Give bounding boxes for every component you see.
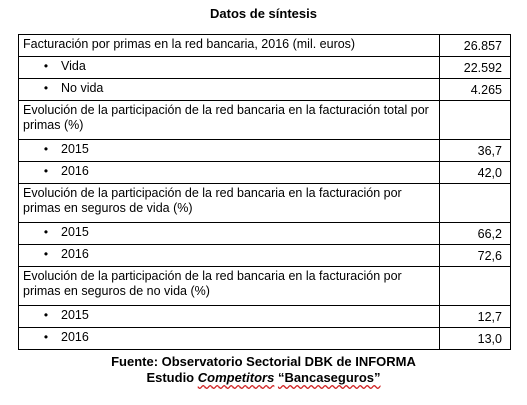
row-label-cell (19, 162, 440, 184)
row-label: Evolución de la participación de la red bancaria en la facturación total por primas (%) (19, 101, 440, 140)
table-row (19, 162, 511, 184)
row-label: 2016 (61, 330, 89, 344)
row-label-cell (19, 57, 440, 79)
row-label: Facturación por primas en la red bancaria, 2016 (mil. euros) (19, 35, 440, 57)
row-value (440, 267, 511, 306)
table-row (19, 328, 511, 350)
row-value (440, 184, 511, 223)
row-value: 26.857 (440, 35, 511, 57)
table-row (19, 245, 511, 267)
study-name: “Bancaseguros” (277, 370, 381, 385)
bullet-icon (31, 247, 61, 262)
source-note (0, 354, 527, 386)
bullet-icon (31, 330, 61, 345)
summary-table (18, 34, 511, 350)
row-value: 12,7 (440, 306, 511, 328)
row-value: 72,6 (440, 245, 511, 267)
bullet-icon (31, 308, 61, 323)
row-label: Vida (61, 59, 86, 73)
table-row (19, 35, 511, 57)
row-label-cell (19, 223, 440, 245)
row-label-cell (19, 328, 440, 350)
source-line: Fuente: Observatorio Sectorial DBK de INFORMA (111, 354, 416, 369)
study-prefix: Estudio (146, 370, 195, 385)
study-line (0, 370, 527, 386)
row-value (440, 101, 511, 140)
row-label-cell (19, 140, 440, 162)
page-title: Datos de síntesis (210, 6, 317, 21)
row-label: 2015 (61, 225, 89, 239)
bullet-icon (31, 142, 61, 157)
row-value: 42,0 (440, 162, 511, 184)
row-label: 2016 (61, 247, 89, 261)
study-italic: Competitors (197, 370, 275, 385)
row-value: 66,2 (440, 223, 511, 245)
bullet-icon (31, 59, 61, 74)
table-row (19, 79, 511, 101)
table-row (19, 223, 511, 245)
table-row (19, 306, 511, 328)
row-label: 2015 (61, 308, 89, 322)
table-row (19, 140, 511, 162)
row-label-cell (19, 306, 440, 328)
row-label-cell (19, 245, 440, 267)
row-value: 22.592 (440, 57, 511, 79)
table-row (19, 101, 511, 140)
table-row (19, 184, 511, 223)
table-row (19, 267, 511, 306)
bullet-icon (31, 225, 61, 240)
table-row (19, 57, 511, 79)
bullet-icon (31, 164, 61, 179)
row-value: 13,0 (440, 328, 511, 350)
row-label: 2016 (61, 164, 89, 178)
row-label: No vida (61, 81, 104, 95)
row-label: 2015 (61, 142, 89, 156)
bullet-icon (31, 81, 61, 96)
row-label-cell (19, 79, 440, 101)
row-label: Evolución de la participación de la red bancaria en la facturación por primas en seguros de no vida (%) (19, 267, 440, 306)
row-value: 36,7 (440, 140, 511, 162)
row-label: Evolución de la participación de la red bancaria en la facturación por primas en seguros de vida (%) (19, 184, 440, 223)
row-value: 4.265 (440, 79, 511, 101)
